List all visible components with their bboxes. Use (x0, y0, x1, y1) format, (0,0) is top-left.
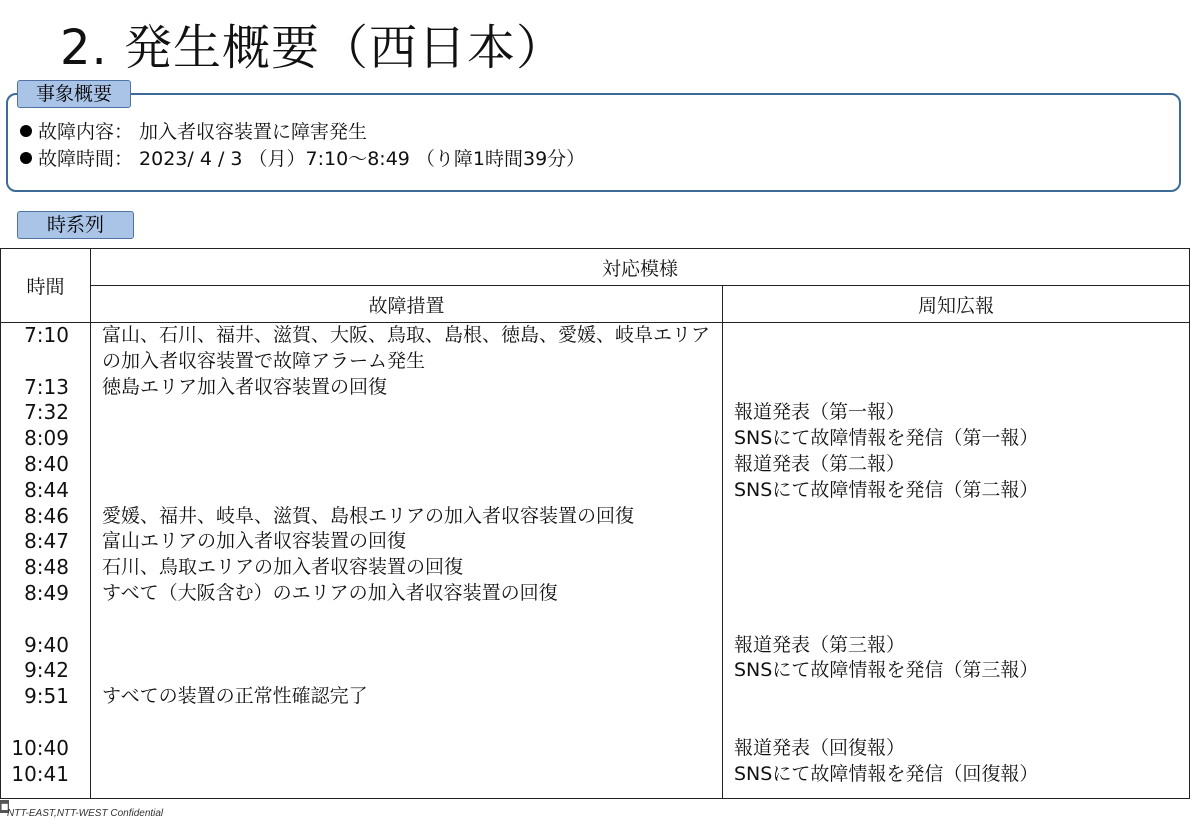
publicity-cell: SNSにて故障情報を発信（回復報） (734, 762, 1039, 785)
publicity-cell (734, 710, 1189, 736)
publicity-cell (734, 581, 1189, 607)
measures-column (91, 323, 723, 799)
measure-cell (102, 710, 722, 736)
time-cell: 7:13 (24, 374, 69, 399)
measure-cell: 富山エリアの加入者収容装置の回復 (102, 530, 407, 553)
summary-tag: 事象概要 (17, 80, 131, 108)
measure-cell: 愛媛、福井、岐阜、滋賀、島根エリアの加入者収容装置の回復 (102, 504, 635, 527)
measure-cell (102, 658, 722, 684)
measure-cell: 富山、石川、福井、滋賀、大阪、鳥取、島根、徳島、愛媛、岐阜エリア (102, 324, 711, 346)
timeline-table (0, 248, 1190, 799)
time-cell (1, 349, 90, 375)
publicity-cell (734, 529, 1189, 555)
measure-cell: 石川、鳥取エリアの加入者収容装置の回復 (102, 556, 464, 579)
measure-cell (102, 607, 722, 633)
publicity-cell: 報道発表（回復報） (734, 736, 906, 759)
publicity-cell: SNSにて故障情報を発信（第一報） (734, 427, 1039, 450)
time-list (1, 323, 90, 787)
bullet-icon (20, 125, 32, 137)
time-cell: 8:48 (24, 555, 69, 580)
measure-cell: すべて（大阪含む）のエリアの加入者収容装置の回復 (102, 581, 558, 604)
time-cell: 9:51 (24, 684, 69, 709)
summary-list (20, 119, 585, 173)
measure-cell (102, 400, 722, 426)
time-cell: 8:46 (24, 503, 69, 528)
measure-cell: の加入者収容装置で故障アラーム発生 (102, 349, 426, 372)
time-cell: 8:40 (24, 451, 69, 476)
page-title: 2. 発生概要（西日本） (60, 20, 566, 76)
time-cell: 10:41 (11, 761, 69, 786)
publicity-cell: SNSにて故障情報を発信（第三報） (734, 659, 1039, 682)
bullet-icon (20, 152, 32, 164)
summary-item-content: 故障内容： 加入者収容装置に障害発生 (20, 119, 585, 146)
publicity-cell (734, 607, 1189, 633)
publicity-cell (734, 684, 1189, 710)
measure-cell: すべての装置の正常性確認完了 (102, 685, 368, 708)
time-cell: 7:10 (24, 323, 69, 347)
summary-item-time: 故障時間： 2023/ 4 / 3 （月）7:10～8:49 （り障1時間39分） (20, 146, 585, 173)
time-cell: 8:09 (24, 426, 69, 451)
publicity-cell (734, 375, 1189, 401)
timeline-tag: 時系列 (17, 211, 134, 239)
publicity-cell (734, 323, 1189, 349)
measure-cell (102, 762, 722, 788)
time-cell: 8:49 (24, 580, 69, 605)
measure-cell (102, 633, 722, 659)
time-cell: 9:42 (24, 658, 69, 683)
time-cell: 9:40 (24, 632, 69, 657)
measure-cell (102, 478, 722, 504)
publicity-cell: 報道発表（第三報） (734, 633, 906, 656)
time-cell: 7:32 (24, 400, 69, 425)
publicity-column (723, 323, 1190, 799)
publicity-cell (734, 349, 1189, 375)
time-cell: 8:44 (24, 477, 69, 502)
header-measures: 故障措置 (91, 286, 723, 323)
time-cell: 8:47 (24, 529, 69, 554)
header-time: 時間 (1, 249, 91, 323)
publicity-cell (734, 504, 1189, 530)
time-cell (1, 710, 90, 736)
publicity-cell (734, 555, 1189, 581)
time-column (1, 323, 91, 799)
measure-cell (102, 426, 722, 452)
header-publicity: 周知広報 (723, 286, 1190, 323)
measure-cell (102, 736, 722, 762)
measures-list (91, 323, 722, 787)
publicity-cell: 報道発表（第二報） (734, 452, 906, 475)
header-response: 対応模様 (91, 249, 1190, 286)
time-cell: 10:40 (11, 735, 69, 760)
publicity-cell: SNSにて故障情報を発信（第二報） (734, 478, 1039, 501)
measure-cell: 徳島エリア加入者収容装置の回復 (102, 375, 388, 398)
measure-cell (102, 452, 722, 478)
publicity-cell: 報道発表（第一報） (734, 401, 906, 424)
publicity-list (723, 323, 1189, 787)
time-cell (1, 607, 90, 633)
confidential-icon: ■ (0, 802, 9, 811)
confidential-footer: NTT-EAST,NTT-WEST Confidential (7, 808, 164, 819)
